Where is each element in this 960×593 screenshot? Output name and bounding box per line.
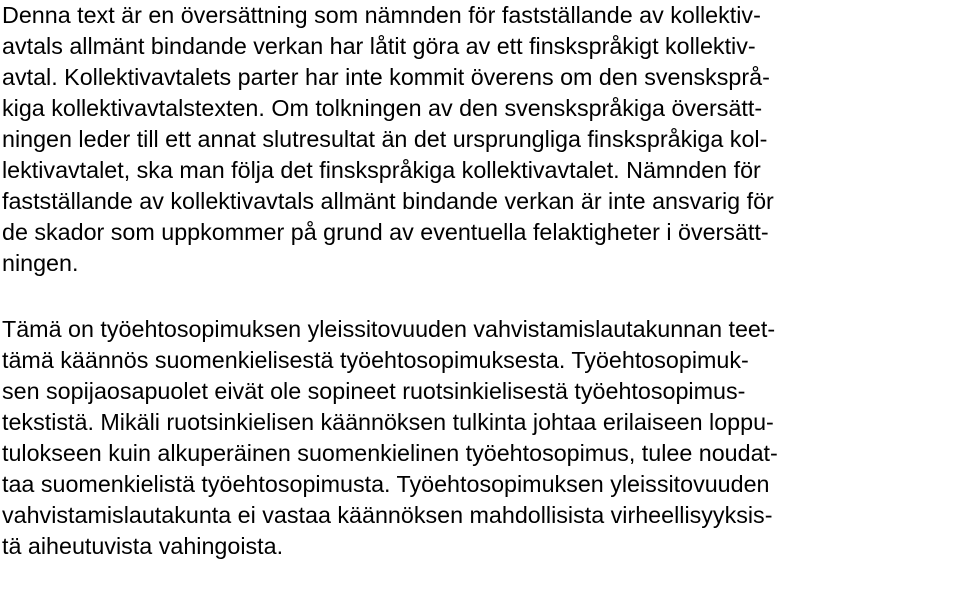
paragraph-line: kiga kollektivavtalstexten. Om tolkningen av den svenskspråkiga översätt- bbox=[2, 95, 763, 121]
paragraph-line: avtals allmänt bindande verkan har låtit göra av ett finskspråkigt kollektiv- bbox=[2, 33, 756, 59]
paragraph-line: vahvistamislautakunta ei vastaa käännöksen mahdollisista virheellisyyksis- bbox=[2, 502, 773, 528]
paragraph-line: ningen leder till ett annat slutresultat än det ursprungliga finskspråkiga kol- bbox=[2, 126, 768, 152]
paragraph-line: avtal. Kollektivavtalets parter har inte kommit överens om den svensksprå- bbox=[2, 64, 770, 90]
paragraph-line: Denna text är en översättning som nämnden för fastställande av kollektiv- bbox=[2, 2, 761, 28]
paragraph-line: tekstistä. Mikäli ruotsinkielisen käännöksen tulkinta johtaa erilaiseen loppu- bbox=[2, 409, 774, 435]
paragraph-line: sen sopijaosapuolet eivät ole sopineet ruotsinkielisestä työehtosopimus- bbox=[2, 378, 746, 404]
paragraph-line: fastställande av kollektivavtals allmänt bindande verkan är inte ansvarig för bbox=[2, 188, 774, 214]
paragraph-line: tämä käännös suomenkielisestä työehtosopimuksesta. Työehtosopimuk- bbox=[2, 347, 749, 373]
paragraph-line: taa suomenkielistä työehtosopimusta. Työehtosopimuksen yleissitovuuden bbox=[2, 471, 770, 497]
paragraph-line: lektivavtalet, ska man följa det finskspråkiga kollektivavtalet. Nämnden för bbox=[2, 157, 761, 183]
paragraph-line: de skador som uppkommer på grund av eventuella felaktigheter i översätt- bbox=[2, 219, 769, 245]
paragraph-line: tulokseen kuin alkuperäinen suomenkielinen työehtosopimus, tulee noudat- bbox=[2, 440, 778, 466]
paragraph-line: ningen. bbox=[2, 250, 79, 276]
paragraph-line: tä aiheutuvista vahingoista. bbox=[2, 533, 284, 559]
paragraph-line: Tämä on työehtosopimuksen yleissitovuuden vahvistamislautakunnan teet- bbox=[2, 316, 776, 342]
